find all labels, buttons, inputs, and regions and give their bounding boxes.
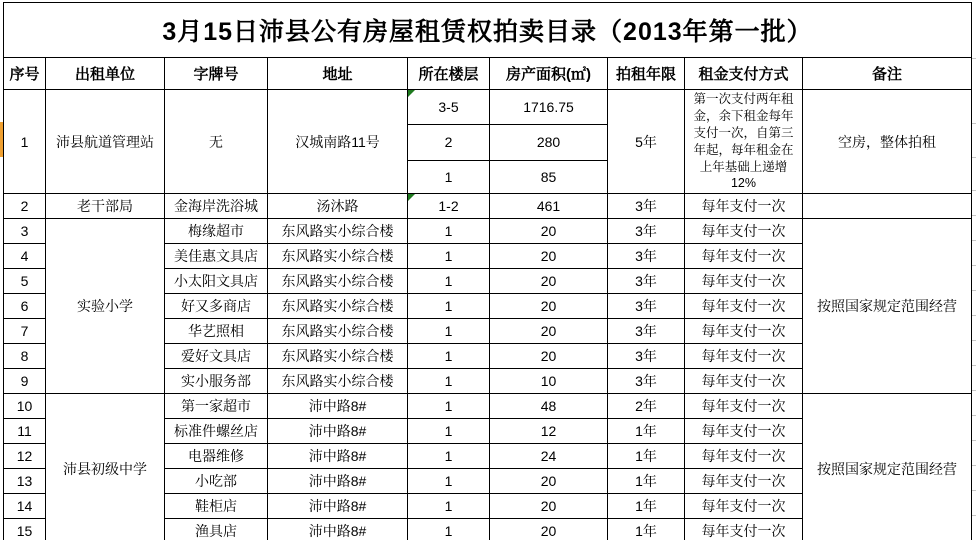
cell-text: 4	[20, 248, 29, 265]
cell-text: 20	[540, 248, 557, 265]
table-cell	[268, 394, 408, 419]
table-cell	[408, 494, 490, 519]
table-cell	[490, 194, 608, 219]
cell-text: 20	[540, 323, 557, 340]
column-header: 序号	[4, 58, 46, 90]
gridline-stub	[972, 190, 976, 191]
cell-text: 每年支付一次	[701, 523, 786, 540]
table-cell	[4, 494, 46, 519]
table-cell	[408, 394, 490, 419]
cell-text: 3年	[635, 298, 657, 315]
table-cell	[268, 344, 408, 369]
cell-text: 东风路实小综合楼	[281, 248, 394, 265]
table-cell	[268, 444, 408, 469]
cell-text: 10	[16, 398, 33, 415]
green-triangle-icon	[408, 90, 415, 97]
cell-text: 每年支付一次	[701, 498, 786, 515]
cell-text: 1年	[635, 523, 657, 540]
table-cell	[408, 219, 490, 244]
table-cell	[408, 269, 490, 294]
cell-text: 20	[540, 223, 557, 240]
cell-text: 3年	[635, 348, 657, 365]
cell-text: 东风路实小综合楼	[281, 298, 394, 315]
cell-text: 无	[209, 133, 223, 150]
table-cell	[408, 444, 490, 469]
table-cell	[4, 344, 46, 369]
cell-text: 280	[536, 134, 561, 151]
cell-text: 空房，整体拍租	[838, 133, 937, 150]
cell-text: 每年支付一次	[701, 198, 786, 215]
table-cell	[46, 90, 165, 194]
table-cell	[608, 394, 685, 419]
cell-text: 渔具店	[195, 523, 237, 540]
cell-text: 1	[444, 448, 453, 465]
table-cell	[685, 319, 803, 344]
table-cell	[165, 419, 268, 444]
table-cell	[165, 394, 268, 419]
cell-text: 1年	[635, 498, 657, 515]
table-cell	[4, 369, 46, 394]
table-cell	[608, 469, 685, 494]
cell-text: 汉城南路11号	[295, 133, 380, 150]
table-cell	[685, 244, 803, 269]
table-cell	[268, 244, 408, 269]
table-cell	[165, 494, 268, 519]
cell-text: 6	[20, 298, 29, 315]
left-edge-marker	[0, 122, 3, 157]
cell-text: 梅缘超市	[188, 223, 244, 240]
table-row	[4, 194, 972, 219]
cell-text: 2	[444, 134, 453, 151]
cell-text: 1	[444, 523, 453, 540]
table-cell	[685, 269, 803, 294]
cell-text: 每年支付一次	[701, 373, 786, 390]
cell-text: 1	[444, 168, 453, 185]
cell-text: 1	[444, 423, 453, 440]
cell-text: 小太阳文具店	[174, 273, 258, 290]
table-cell	[685, 494, 803, 519]
column-header: 拍租年限	[608, 58, 685, 90]
table-cell	[490, 369, 608, 394]
cell-text: 3年	[635, 373, 657, 390]
table-cell	[268, 90, 408, 194]
cell-text: 汤沐路	[316, 198, 359, 215]
cell-text: 东风路实小综合楼	[281, 348, 394, 365]
cell-text: 1	[444, 348, 453, 365]
gridline-stub	[972, 415, 976, 416]
cell-text: 20	[540, 273, 557, 290]
table-cell	[408, 124, 490, 160]
table-cell	[268, 194, 408, 219]
page-title: 3月15日沛县公有房屋租赁权拍卖目录（2013年第一批）	[4, 3, 972, 58]
cell-text: 按照国家规定范围经营	[817, 460, 958, 477]
table-cell	[685, 294, 803, 319]
table-cell	[490, 494, 608, 519]
table-cell	[46, 394, 165, 540]
table-cell	[268, 494, 408, 519]
cell-text: 好又多商店	[181, 298, 251, 315]
cell-text: 48	[540, 398, 557, 415]
table-cell	[4, 294, 46, 319]
table-cell	[408, 244, 490, 269]
cell-text: 每年支付一次	[701, 473, 786, 490]
table-cell	[165, 194, 268, 219]
table-cell	[268, 419, 408, 444]
table-cell	[408, 319, 490, 344]
cell-text: 每年支付一次	[701, 273, 786, 290]
table-cell	[685, 344, 803, 369]
cell-text: 1	[444, 273, 453, 290]
table-cell	[490, 160, 608, 194]
table-cell	[490, 344, 608, 369]
cell-text: 3年	[635, 248, 657, 265]
table-row	[4, 90, 972, 125]
cell-text: 实小服务部	[181, 373, 251, 390]
table-cell	[4, 90, 46, 194]
column-header: 所在楼层	[408, 58, 490, 90]
cell-text: 每年支付一次	[701, 323, 786, 340]
auction-table	[3, 2, 972, 540]
cell-text: 爱好文具店	[181, 348, 251, 365]
gridline-stub	[972, 465, 976, 466]
cell-text: 老干部局	[77, 198, 133, 215]
table-cell	[165, 244, 268, 269]
gridline-stub	[972, 440, 976, 441]
cell-text: 20	[540, 473, 557, 490]
cell-text: 1年	[635, 448, 657, 465]
cell-text: 第一次支付两年租金，余下租金每年支付一次，自第三年起，每年租金在上年基础上递增12%	[693, 92, 794, 191]
table-cell	[490, 394, 608, 419]
cell-text: 2年	[635, 398, 657, 415]
table-cell	[165, 319, 268, 344]
table-cell	[268, 294, 408, 319]
table-cell	[408, 344, 490, 369]
table-cell	[165, 90, 268, 194]
gridline-stub	[972, 365, 976, 366]
cell-text: 5	[20, 273, 29, 290]
table-cell	[4, 269, 46, 294]
table-cell	[4, 394, 46, 419]
cell-text: 7	[20, 323, 29, 340]
cell-text: 1	[444, 473, 453, 490]
cell-text: 12	[540, 423, 557, 440]
table-cell	[490, 519, 608, 540]
cell-text: 1	[444, 248, 453, 265]
table-cell	[803, 219, 972, 394]
cell-text: 每年支付一次	[701, 298, 786, 315]
table-row	[4, 219, 972, 244]
gridline-stub	[972, 240, 976, 241]
table-cell	[408, 294, 490, 319]
table-cell	[490, 244, 608, 269]
column-header: 出租单位	[46, 58, 165, 90]
cell-text: 1	[444, 373, 453, 390]
cell-text: 沛中路8#	[308, 448, 367, 465]
cell-text: 沛县航道管理站	[56, 133, 154, 150]
table-cell	[608, 319, 685, 344]
cell-text: 461	[536, 198, 561, 215]
cell-text: 1	[20, 133, 29, 150]
table-cell	[685, 394, 803, 419]
cell-text: 8	[20, 348, 29, 365]
gridline-stub	[972, 290, 976, 291]
cell-text: 1	[444, 323, 453, 340]
cell-text: 每年支付一次	[701, 423, 786, 440]
cell-text: 1-2	[438, 198, 459, 215]
cell-text: 3年	[635, 323, 657, 340]
cell-text: 沛县初级中学	[63, 460, 147, 477]
cell-text: 沛中路8#	[308, 473, 367, 490]
cell-text: 沛中路8#	[308, 398, 367, 415]
cell-text: 2	[20, 198, 29, 215]
table-cell	[268, 469, 408, 494]
table-cell	[4, 444, 46, 469]
table-cell	[165, 469, 268, 494]
table-cell	[490, 124, 608, 160]
table-cell	[165, 369, 268, 394]
cell-text: 每年支付一次	[701, 248, 786, 265]
table-cell	[608, 444, 685, 469]
table-cell	[4, 469, 46, 494]
table-cell	[490, 469, 608, 494]
gridline-stub	[972, 157, 976, 158]
cell-text: 20	[540, 348, 557, 365]
table-cell	[685, 194, 803, 219]
cell-text: 24	[540, 448, 557, 465]
cell-text: 20	[540, 498, 557, 515]
cell-text: 电器维修	[188, 448, 244, 465]
column-header: 字牌号	[165, 58, 268, 90]
cell-text: 东风路实小综合楼	[281, 373, 394, 390]
cell-text: 沛中路8#	[308, 423, 367, 440]
cell-text: 3-5	[438, 98, 459, 115]
table-cell	[608, 219, 685, 244]
cell-text: 1	[444, 398, 453, 415]
column-header: 地址	[268, 58, 408, 90]
title-row	[4, 3, 972, 58]
cell-text: 11	[17, 423, 32, 440]
column-header: 备注	[803, 58, 972, 90]
cell-text: 每年支付一次	[701, 448, 786, 465]
gridline-stub	[972, 215, 976, 216]
table-cell	[4, 519, 46, 540]
cell-text: 标准件螺丝店	[174, 423, 258, 440]
table-cell	[490, 219, 608, 244]
table-cell	[165, 519, 268, 540]
cell-text: 美佳惠文具店	[174, 248, 258, 265]
cell-text: 13	[16, 473, 33, 490]
cell-text: 实验小学	[77, 298, 133, 315]
table-cell	[165, 219, 268, 244]
table-cell	[608, 419, 685, 444]
cell-text: 3年	[635, 198, 657, 215]
cell-text: 金海岸洗浴城	[174, 198, 258, 215]
table-cell	[608, 519, 685, 540]
table-cell	[408, 519, 490, 540]
cell-text: 每年支付一次	[701, 348, 786, 365]
table-cell	[608, 269, 685, 294]
cell-text: 东风路实小综合楼	[281, 323, 394, 340]
table-cell	[608, 244, 685, 269]
cell-text: 小吃部	[195, 473, 237, 490]
table-cell	[685, 469, 803, 494]
cell-text: 每年支付一次	[701, 398, 786, 415]
table-cell	[268, 519, 408, 540]
table-cell	[608, 369, 685, 394]
table-cell	[268, 219, 408, 244]
cell-text: 9	[20, 373, 29, 390]
cell-text: 1年	[635, 473, 657, 490]
cell-text: 3	[20, 223, 29, 240]
table-cell	[4, 194, 46, 219]
column-header: 租金支付方式	[685, 58, 803, 90]
table-cell	[408, 160, 490, 194]
cell-text: 5年	[635, 133, 657, 150]
cell-text: 14	[16, 498, 33, 515]
table-cell	[268, 319, 408, 344]
table-cell	[408, 419, 490, 444]
gridline-stub	[972, 123, 976, 124]
cell-text: 3年	[635, 223, 657, 240]
table-cell	[165, 294, 268, 319]
table-cell	[490, 269, 608, 294]
table-cell	[685, 419, 803, 444]
table-cell	[490, 294, 608, 319]
cell-text: 按照国家规定范围经营	[817, 298, 958, 315]
table-cell	[46, 194, 165, 219]
table-cell	[46, 219, 165, 394]
header-row	[4, 58, 972, 90]
table-cell	[608, 194, 685, 219]
table-cell	[608, 294, 685, 319]
cell-text: 15	[16, 523, 33, 540]
table-cell	[408, 469, 490, 494]
gridline-stub	[972, 490, 976, 491]
table-cell	[408, 369, 490, 394]
table-cell	[165, 344, 268, 369]
table-cell	[165, 269, 268, 294]
column-header: 房产面积(㎡)	[490, 58, 608, 90]
cell-text: 1	[444, 223, 453, 240]
table-cell	[408, 194, 490, 219]
table-cell	[685, 519, 803, 540]
table-cell	[165, 444, 268, 469]
cell-text: 1	[444, 298, 453, 315]
cell-text: 1年	[635, 423, 657, 440]
table-cell	[685, 90, 803, 194]
table-cell	[608, 344, 685, 369]
gridline-stub	[972, 265, 976, 266]
green-triangle-icon	[408, 194, 415, 201]
table-cell	[685, 369, 803, 394]
cell-text: 华艺照相	[188, 323, 244, 340]
cell-text: 20	[540, 298, 557, 315]
cell-text: 1716.75	[523, 98, 574, 115]
table-cell	[4, 319, 46, 344]
table-cell	[490, 90, 608, 125]
table-body	[4, 90, 972, 540]
table-cell	[4, 419, 46, 444]
cell-text: 3年	[635, 273, 657, 290]
cell-text: 鞋柜店	[195, 498, 237, 515]
cell-text: 12	[16, 448, 33, 465]
table-cell	[803, 394, 972, 540]
cell-text: 沛中路8#	[308, 498, 367, 515]
cell-text: 85	[540, 168, 557, 185]
table-cell	[268, 269, 408, 294]
table-cell	[490, 319, 608, 344]
table-cell	[685, 219, 803, 244]
gridline-stub	[972, 58, 976, 59]
cell-text: 东风路实小综合楼	[281, 273, 394, 290]
table-cell	[608, 494, 685, 519]
cell-text: 10	[540, 373, 557, 390]
table-cell	[490, 419, 608, 444]
cell-text: 1	[444, 498, 453, 515]
cell-text: 每年支付一次	[701, 223, 786, 240]
gridline-stub	[972, 340, 976, 341]
table-row	[4, 394, 972, 419]
table-cell	[608, 90, 685, 194]
table-cell	[4, 219, 46, 244]
table-cell	[268, 369, 408, 394]
table-cell	[4, 244, 46, 269]
table-cell	[803, 90, 972, 194]
table-cell	[803, 194, 972, 219]
cell-text: 东风路实小综合楼	[281, 223, 394, 240]
gridline-stub	[972, 515, 976, 516]
cell-text: 第一家超市	[181, 398, 251, 415]
gridline-stub	[972, 390, 976, 391]
cell-text: 沛中路8#	[308, 523, 367, 540]
table-cell	[685, 444, 803, 469]
cell-text: 20	[540, 523, 557, 540]
table-cell	[490, 444, 608, 469]
gridline-stub	[972, 315, 976, 316]
table-cell	[408, 90, 490, 125]
